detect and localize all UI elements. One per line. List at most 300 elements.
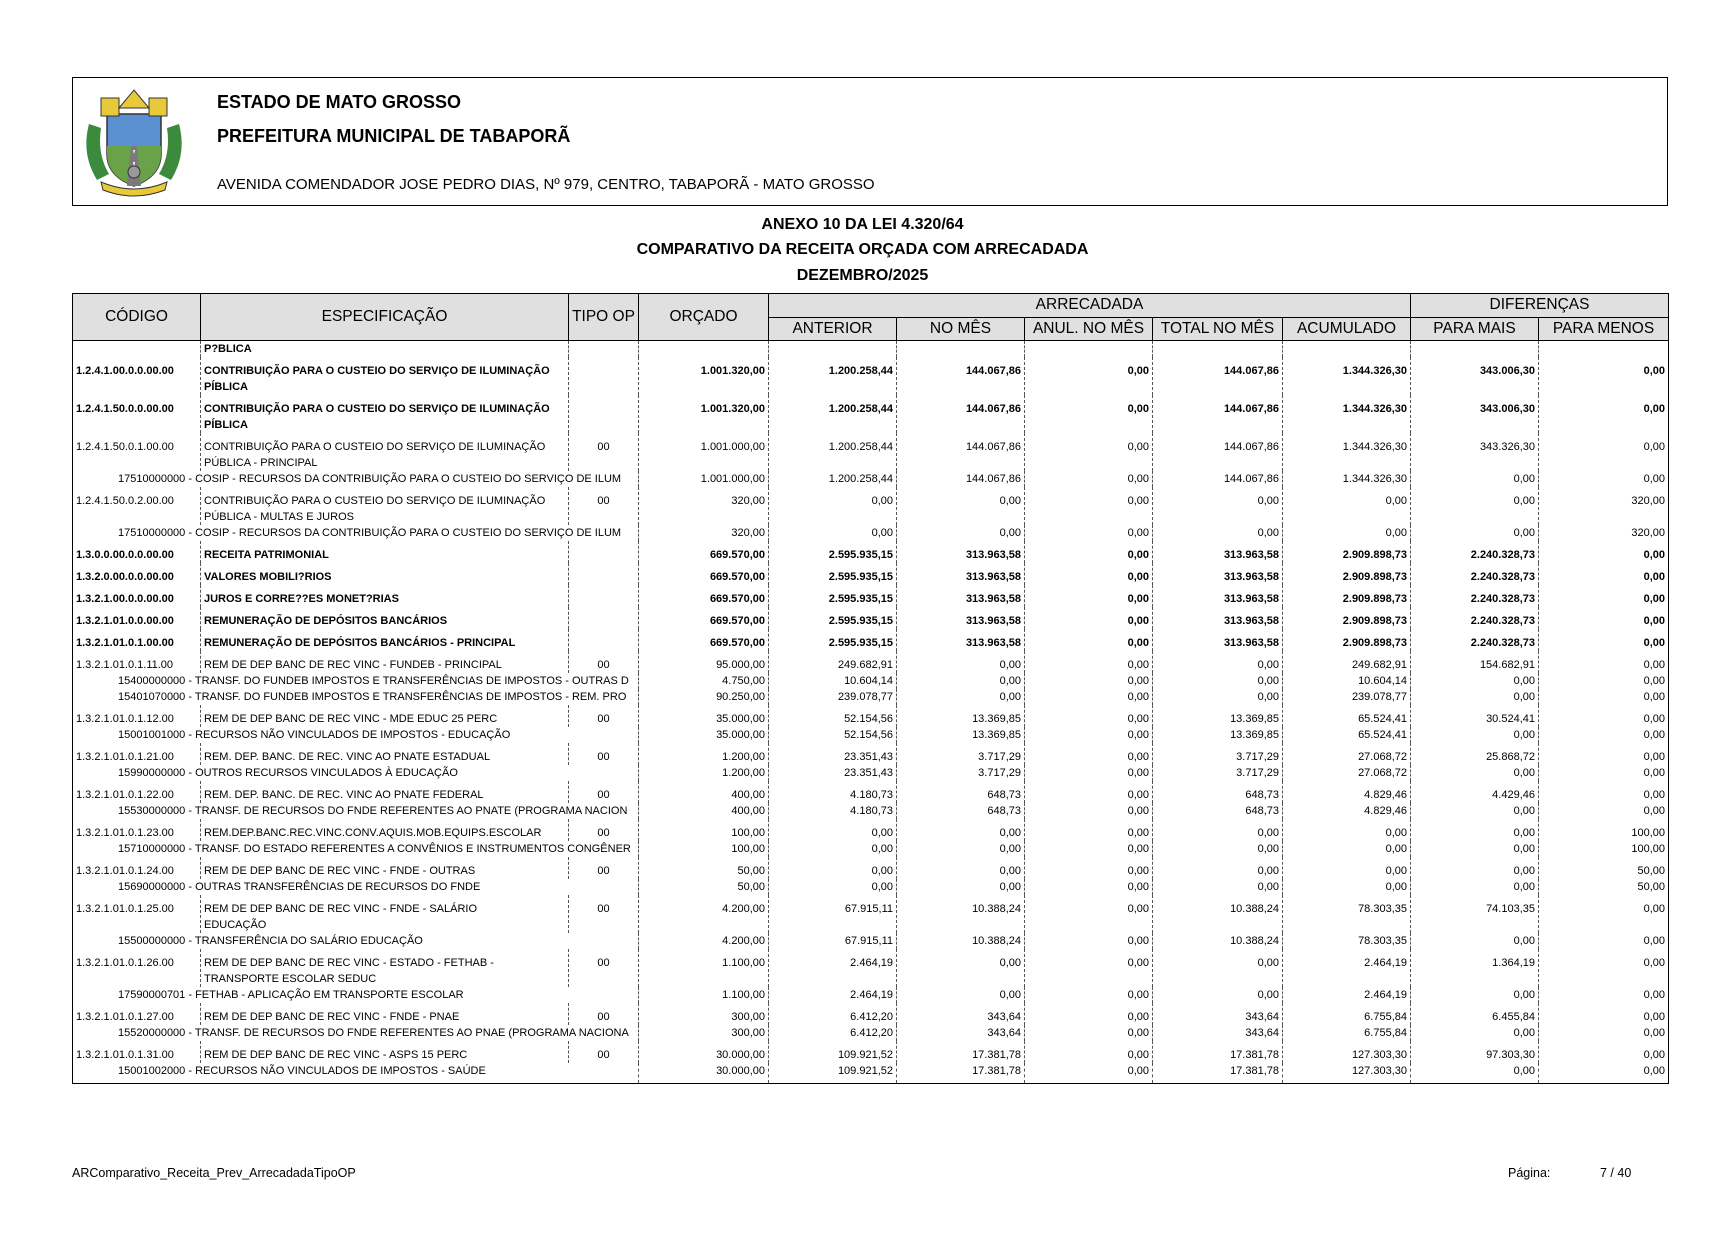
cell-value: 0,00	[1025, 629, 1153, 651]
cell-tipo-op: 00	[569, 781, 639, 803]
description-line: RECEITA PATRIMONIAL	[204, 549, 329, 561]
description-line: CONTRIBUIÇÃO PARA O CUSTEIO DO SERVIÇO DE ILUMINAÇÃO	[204, 441, 546, 453]
revenue-row	[73, 857, 1669, 879]
revenue-comparison-table	[72, 293, 1669, 1084]
state-name: ESTADO DE MATO GROSSO	[217, 92, 462, 112]
cell-value: 0,00	[1539, 673, 1669, 689]
cell-value: 0,00	[1283, 525, 1411, 541]
funding-source-row	[73, 765, 1669, 781]
description-line-2: TRANSPORTE ESCOLAR SEDUC	[204, 973, 377, 985]
cell-value: 669.570,00	[639, 607, 769, 629]
cell-value: 100,00	[639, 841, 769, 857]
cell-value: 13.369,85	[897, 705, 1025, 727]
cell-value: 0,00	[769, 487, 897, 525]
cell-value: 313.963,58	[1153, 563, 1283, 585]
cell-codigo: 1.3.2.1.01.0.0.00.00	[73, 607, 201, 629]
cell-value: 0,00	[1411, 525, 1539, 541]
cell-value: 0,00	[1025, 585, 1153, 607]
revenue-row	[73, 819, 1669, 841]
cell-value: 0,00	[1411, 841, 1539, 857]
revenue-row	[73, 781, 1669, 803]
cell-value: 2.595.935,15	[769, 585, 897, 607]
cell-codigo: 1.3.2.1.01.0.1.24.00	[73, 857, 201, 879]
funding-source-row	[73, 933, 1669, 949]
cell-value: 4.429,46	[1411, 781, 1539, 803]
cell-value: 109.921,52	[769, 1041, 897, 1063]
cell-value: 10.388,24	[1153, 895, 1283, 933]
description-line: REM DE DEP BANC DE REC VINC - FNDE - SALÁRIO	[204, 903, 478, 915]
cell-value: 0,00	[1025, 819, 1153, 841]
cell-value: 1.001.320,00	[639, 357, 769, 395]
cell-value: 1.100,00	[639, 987, 769, 1003]
cell-value: 0,00	[1025, 563, 1153, 585]
funding-source-row	[73, 689, 1669, 705]
cell-tipo-op: 00	[569, 705, 639, 727]
cell-value: 3.717,29	[897, 743, 1025, 765]
cell-value: 0,00	[1025, 471, 1153, 487]
description-line-2: PÍBLICA	[204, 419, 248, 431]
cell-codigo: 1.3.2.1.01.0.1.00.00	[73, 629, 201, 651]
cell-value: 0,00	[1283, 857, 1411, 879]
cell-value: 4.829,46	[1283, 803, 1411, 819]
cell-value: 2.909.898,73	[1283, 563, 1411, 585]
cell-funding-source	[73, 727, 639, 743]
cell-value: 6.755,84	[1283, 1025, 1411, 1041]
cell-funding-source	[73, 987, 639, 1003]
cell-tipo-op: 00	[569, 1041, 639, 1063]
col-anterior: ANTERIOR	[769, 317, 897, 341]
revenue-row	[73, 743, 1669, 765]
cell-value: 0,00	[1539, 987, 1669, 1003]
cell-funding-source	[73, 841, 639, 857]
cell-value: 0,00	[1025, 607, 1153, 629]
cell-especificacao	[201, 541, 569, 563]
cell-value: 0,00	[1411, 1063, 1539, 1084]
cell-value: 52.154,56	[769, 727, 897, 743]
description-line: REMUNERAÇÃO DE DEPÓSITOS BANCÁRIOS - PRINCIPAL	[204, 637, 516, 649]
cell-value: 27.068,72	[1283, 765, 1411, 781]
revenue-row	[73, 1041, 1669, 1063]
cell-codigo: 1.3.2.1.01.0.1.25.00	[73, 895, 201, 933]
report-header	[72, 77, 1668, 206]
cell-value: 0,00	[1025, 487, 1153, 525]
cell-value: 239.078,77	[769, 689, 897, 705]
funding-source-text: 15001002000 - RECURSOS NÃO VINCULADOS DE IMPOSTOS - SAÚDE	[118, 1065, 486, 1077]
cell-value: 320,00	[1539, 525, 1669, 541]
col-acumulado: ACUMULADO	[1283, 317, 1411, 341]
cell-funding-source	[73, 525, 639, 541]
cell-value: 0,00	[1283, 879, 1411, 895]
municipal-coat-of-arms-logo	[79, 84, 189, 198]
cell-value: 10.604,14	[769, 673, 897, 689]
cell-value: 320,00	[639, 525, 769, 541]
footer-page-number: 7 / 40	[1600, 1166, 1632, 1180]
cell-value: 400,00	[639, 781, 769, 803]
cell-tipo-op	[569, 541, 639, 563]
cell-especificacao	[201, 1041, 569, 1063]
cell-value: 0,00	[1539, 471, 1669, 487]
cell-value: 0,00	[1539, 933, 1669, 949]
cell-especificacao	[201, 563, 569, 585]
address: AVENIDA COMENDADOR JOSE PEDRO DIAS, Nº 979, CENTRO, TABAPORÃ - MATO GROSSO	[217, 176, 875, 193]
cell-value: 320,00	[1539, 487, 1669, 525]
cell-tipo-op: 00	[569, 819, 639, 841]
funding-source-text: 15520000000 - TRANSF. DE RECURSOS DO FNDE REFERENTES AO PNAE (PROGRAMA NACIONA	[118, 1027, 629, 1039]
funding-source-text: 15500000000 - TRANSFERÊNCIA DO SALÁRIO EDUCAÇÃO	[118, 935, 423, 947]
cell-value: 343.326,30	[1411, 433, 1539, 471]
cell-especificacao	[201, 487, 569, 525]
cell-value: 30.000,00	[639, 1041, 769, 1063]
revenue-row	[73, 705, 1669, 727]
funding-source-text: 15990000000 - OUTROS RECURSOS VINCULADOS À EDUCAÇÃO	[118, 767, 458, 779]
cell-value: 1.200.258,44	[769, 471, 897, 487]
municipality-name: PREFEITURA MUNICIPAL DE TABAPORÃ	[217, 126, 571, 146]
cell-tipo-op: 00	[569, 651, 639, 673]
cell-value: 30.524,41	[1411, 705, 1539, 727]
revenue-row	[73, 651, 1669, 673]
cell-value: 97.303,30	[1411, 1041, 1539, 1063]
cell-value: 17.381,78	[1153, 1041, 1283, 1063]
cell-value: 0,00	[1153, 949, 1283, 987]
revenue-row	[73, 341, 1669, 358]
cell-value: 2.909.898,73	[1283, 585, 1411, 607]
cell-especificacao	[201, 651, 569, 673]
cell-value: 2.240.328,73	[1411, 629, 1539, 651]
description-line: CONTRIBUIÇÃO PARA O CUSTEIO DO SERVIÇO DE ILUMINAÇÃO	[204, 495, 546, 507]
cell-value: 2.240.328,73	[1411, 541, 1539, 563]
col-no-mes: NO MÊS	[897, 317, 1025, 341]
cell-value: 0,00	[1025, 949, 1153, 987]
cell-value: 1.344.326,30	[1283, 357, 1411, 395]
cell-value: 0,00	[1025, 689, 1153, 705]
cell-value: 6.412,20	[769, 1003, 897, 1025]
cell-value: 78.303,35	[1283, 895, 1411, 933]
cell-value: 4.829,46	[1283, 781, 1411, 803]
cell-value: 0,00	[897, 987, 1025, 1003]
cell-tipo-op	[569, 357, 639, 395]
cell-value: 343.006,30	[1411, 357, 1539, 395]
cell-value: 10.388,24	[897, 895, 1025, 933]
funding-source-text: 17510000000 - COSIP - RECURSOS DA CONTRIBUIÇÃO PARA O CUSTEIO DO SERVIÇO DE ILUM	[118, 527, 622, 539]
cell-value: 313.963,58	[897, 541, 1025, 563]
cell-value: 0,00	[1539, 563, 1669, 585]
cell-funding-source	[73, 1063, 639, 1084]
cell-value: 0,00	[769, 525, 897, 541]
cell-especificacao	[201, 607, 569, 629]
cell-value: 0,00	[1025, 727, 1153, 743]
cell-value: 0,00	[1153, 525, 1283, 541]
cell-value: 2.464,19	[1283, 949, 1411, 987]
cell-value: 0,00	[897, 949, 1025, 987]
revenue-row	[73, 629, 1669, 651]
funding-source-text: 15710000000 - TRANSF. DO ESTADO REFERENTES A CONVÊNIOS E INSTRUMENTOS CONGÊNER	[118, 843, 631, 855]
revenue-row	[73, 395, 1669, 433]
funding-source-text: 15400000000 - TRANSF. DO FUNDEB IMPOSTOS E TRANSFERÊNCIAS DE IMPOSTOS - OUTRAS D	[118, 675, 629, 687]
cell-value: 0,00	[1153, 987, 1283, 1003]
cell-tipo-op	[569, 629, 639, 651]
cell-value: 1.200.258,44	[769, 433, 897, 471]
cell-value: 0,00	[1025, 1003, 1153, 1025]
cell-value: 1.001.000,00	[639, 471, 769, 487]
description-line: JUROS E CORRE??ES MONET?RIAS	[204, 593, 399, 605]
cell-tipo-op: 00	[569, 487, 639, 525]
cell-value: 0,00	[897, 857, 1025, 879]
cell-value: 4.200,00	[639, 895, 769, 933]
description-line: REM DE DEP BANC DE REC VINC - ASPS 15 PERC	[204, 1049, 468, 1061]
col-para-mais: PARA MAIS	[1411, 317, 1539, 341]
cell-value: 1.200.258,44	[769, 357, 897, 395]
cell-value: 0,00	[1411, 803, 1539, 819]
cell-especificacao	[201, 857, 569, 879]
cell-especificacao	[201, 819, 569, 841]
cell-value: 0,00	[1411, 879, 1539, 895]
col-especificacao: ESPECIFICAÇÃO	[201, 294, 569, 341]
cell-tipo-op: 00	[569, 743, 639, 765]
report-subtitle: COMPARATIVO DA RECEITA ORÇADA COM ARRECADADA	[636, 241, 1089, 258]
cell-codigo: 1.3.2.0.00.0.0.00.00	[73, 563, 201, 585]
cell-value: 17.381,78	[897, 1041, 1025, 1063]
description-line-2: PÍBLICA	[204, 381, 248, 393]
cell-value: 0,00	[1539, 1003, 1669, 1025]
cell-especificacao	[201, 1003, 569, 1025]
cell-value: 0,00	[1025, 433, 1153, 471]
cell-value: 0,00	[1411, 819, 1539, 841]
footer-report-name: ARComparativo_Receita_Prev_ArrecadadaTipoOP	[72, 1166, 356, 1180]
funding-source-text: 15530000000 - TRANSF. DE RECURSOS DO FNDE REFERENTES AO PNATE (PROGRAMA NACION	[118, 805, 628, 817]
col-group-arrecadada: ARRECADADA	[769, 294, 1411, 318]
cell-tipo-op: 00	[569, 433, 639, 471]
cell-value: 0,00	[1025, 541, 1153, 563]
cell-empty	[1283, 341, 1411, 358]
cell-tipo-op	[569, 395, 639, 433]
cell-value: 0,00	[1153, 651, 1283, 673]
cell-value: 2.464,19	[769, 987, 897, 1003]
cell-value: 0,00	[1539, 541, 1669, 563]
cell-value: 0,00	[1411, 857, 1539, 879]
cell-value: 1.200.258,44	[769, 395, 897, 433]
revenue-row	[73, 563, 1669, 585]
cell-codigo: 1.2.4.1.50.0.0.00.00	[73, 395, 201, 433]
cell-codigo: 1.2.4.1.50.0.2.00.00	[73, 487, 201, 525]
col-group-diferencas: DIFERENÇAS	[1411, 294, 1669, 318]
description-line: REM. DEP. BANC. DE REC. VINC AO PNATE ESTADUAL	[204, 751, 491, 763]
cell-value: 13.369,85	[1153, 727, 1283, 743]
cell-value: 669.570,00	[639, 541, 769, 563]
cell-value: 0,00	[897, 841, 1025, 857]
cell-value: 0,00	[769, 819, 897, 841]
funding-source-row	[73, 803, 1669, 819]
cell-value: 6.755,84	[1283, 1003, 1411, 1025]
cell-value: 0,00	[1539, 1041, 1669, 1063]
cell-value: 648,73	[897, 781, 1025, 803]
cell-value: 0,00	[897, 689, 1025, 705]
cell-especificacao	[201, 357, 569, 395]
description-line: REM DE DEP BANC DE REC VINC - FUNDEB - PRINCIPAL	[204, 659, 502, 671]
cell-value: 52.154,56	[769, 705, 897, 727]
cell-value: 10.388,24	[897, 933, 1025, 949]
cell-especificacao	[201, 629, 569, 651]
cell-value: 2.595.935,15	[769, 563, 897, 585]
cell-value: 1.344.326,30	[1283, 471, 1411, 487]
cell-value: 0,00	[1025, 765, 1153, 781]
cell-value: 0,00	[1025, 803, 1153, 819]
cell-value: 0,00	[769, 841, 897, 857]
funding-source-row	[73, 673, 1669, 689]
description-line: REM.DEP.BANC.REC.VINC.CONV.AQUIS.MOB.EQUIPS.ESCOLAR	[204, 827, 542, 839]
cell-value: 127.303,30	[1283, 1063, 1411, 1084]
cell-value: 0,00	[1025, 525, 1153, 541]
cell-tipo-op: 00	[569, 1003, 639, 1025]
cell-value: 2.240.328,73	[1411, 563, 1539, 585]
cell-value: 343,64	[897, 1003, 1025, 1025]
cell-value: 0,00	[1025, 705, 1153, 727]
cell-value: 0,00	[1539, 1063, 1669, 1084]
cell-empty	[1153, 341, 1283, 358]
description-line: REM DE DEP BANC DE REC VINC - FNDE - OUTRAS	[204, 865, 476, 877]
cell-empty	[639, 341, 769, 358]
cell-value: 50,00	[639, 879, 769, 895]
revenue-row	[73, 487, 1669, 525]
cell-value: 127.303,30	[1283, 1041, 1411, 1063]
cell-value: 50,00	[1539, 857, 1669, 879]
cell-value: 313.963,58	[897, 607, 1025, 629]
cell-value: 0,00	[1539, 781, 1669, 803]
cell-especificacao	[201, 781, 569, 803]
cell-value: 343.006,30	[1411, 395, 1539, 433]
cell-value: 0,00	[1539, 895, 1669, 933]
cell-value: 144.067,86	[897, 357, 1025, 395]
cell-value: 0,00	[897, 487, 1025, 525]
description-line-2: PÚBLICA - MULTAS E JUROS	[204, 511, 354, 523]
cell-value: 78.303,35	[1283, 933, 1411, 949]
cell-value: 0,00	[1539, 585, 1669, 607]
cell-value: 2.595.935,15	[769, 629, 897, 651]
cell-value: 300,00	[639, 1003, 769, 1025]
revenue-row	[73, 541, 1669, 563]
cell-value: 0,00	[1539, 705, 1669, 727]
cell-value: 3.717,29	[1153, 743, 1283, 765]
cell-value: 0,00	[1411, 471, 1539, 487]
cell-value: 0,00	[1025, 743, 1153, 765]
cell-value: 2.240.328,73	[1411, 585, 1539, 607]
cell-value: 109.921,52	[769, 1063, 897, 1084]
cell-empty	[769, 341, 897, 358]
cell-value: 144.067,86	[1153, 357, 1283, 395]
cell-value: 0,00	[1283, 841, 1411, 857]
funding-source-row	[73, 841, 1669, 857]
cell-value: 0,00	[1153, 879, 1283, 895]
cell-codigo: 1.3.2.1.01.0.1.23.00	[73, 819, 201, 841]
cell-value: 343,64	[1153, 1025, 1283, 1041]
cell-value: 10.388,24	[1153, 933, 1283, 949]
cell-value: 0,00	[897, 879, 1025, 895]
cell-value: 669.570,00	[639, 629, 769, 651]
cell-empty	[1025, 341, 1153, 358]
cell-value: 239.078,77	[1283, 689, 1411, 705]
cell-value: 313.963,58	[1153, 629, 1283, 651]
funding-source-text: 17510000000 - COSIP - RECURSOS DA CONTRIBUIÇÃO PARA O CUSTEIO DO SERVIÇO DE ILUM	[118, 473, 622, 485]
cell-value: 3.717,29	[897, 765, 1025, 781]
cell-value: 144.067,86	[897, 471, 1025, 487]
cell-value: 320,00	[639, 487, 769, 525]
cell-value: 0,00	[1539, 803, 1669, 819]
cell-value: 0,00	[1539, 629, 1669, 651]
funding-source-text: 17590000701 - FETHAB - APLICAÇÃO EM TRANSPORTE ESCOLAR	[118, 989, 464, 1001]
cell-value: 65.524,41	[1283, 727, 1411, 743]
cell-funding-source	[73, 471, 639, 487]
cell-value: 648,73	[897, 803, 1025, 819]
cell-value: 65.524,41	[1283, 705, 1411, 727]
cell-value: 100,00	[1539, 841, 1669, 857]
cell-value: 2.464,19	[1283, 987, 1411, 1003]
cell-value: 0,00	[1411, 673, 1539, 689]
cell-value: 0,00	[769, 879, 897, 895]
cell-value: 67.915,11	[769, 895, 897, 933]
cell-value: 144.067,86	[1153, 433, 1283, 471]
funding-source-text: 15001001000 - RECURSOS NÃO VINCULADOS DE IMPOSTOS - EDUCAÇÃO	[118, 729, 511, 741]
funding-source-row	[73, 987, 1669, 1003]
cell-funding-source	[73, 933, 639, 949]
cell-value: 100,00	[1539, 819, 1669, 841]
cell-funding-source	[73, 765, 639, 781]
cell-value: 0,00	[1539, 727, 1669, 743]
cell-value: 1.364,19	[1411, 949, 1539, 987]
cell-value: 0,00	[1283, 487, 1411, 525]
cell-value: 0,00	[1539, 743, 1669, 765]
cell-especificacao	[201, 895, 569, 933]
cell-value: 144.067,86	[1153, 471, 1283, 487]
cell-funding-source	[73, 803, 639, 819]
col-total-no-mes: TOTAL NO MÊS	[1153, 317, 1283, 341]
cell-value: 0,00	[1411, 933, 1539, 949]
col-orcado: ORÇADO	[639, 294, 769, 341]
cell-value: 0,00	[1153, 819, 1283, 841]
description-line-2: EDUCAÇÃO	[204, 919, 267, 931]
description-line: REM DE DEP BANC DE REC VINC - FNDE - PNAE	[204, 1011, 460, 1023]
cell-value: 10.604,14	[1283, 673, 1411, 689]
cell-value: 313.963,58	[1153, 607, 1283, 629]
cell-value: 0,00	[1539, 1025, 1669, 1041]
cell-value: 0,00	[1411, 1025, 1539, 1041]
cell-value: 144.067,86	[897, 433, 1025, 471]
cell-value: 0,00	[1025, 895, 1153, 933]
cell-value: 300,00	[639, 1025, 769, 1041]
revenue-row	[73, 895, 1669, 933]
cell-value: 1.200,00	[639, 765, 769, 781]
funding-source-row	[73, 1063, 1669, 1084]
cell-value: 0,00	[1283, 819, 1411, 841]
cell-value: 154.682,91	[1411, 651, 1539, 673]
revenue-row	[73, 949, 1669, 987]
description-line: VALORES MOBILI?RIOS	[204, 571, 332, 583]
cell-value: 0,00	[1025, 1063, 1153, 1084]
cell-value: 144.067,86	[1153, 395, 1283, 433]
cell-value: 0,00	[1025, 879, 1153, 895]
cell-value: 249.682,91	[1283, 651, 1411, 673]
cell-value: 67.915,11	[769, 933, 897, 949]
cell-value: 1.344.326,30	[1283, 395, 1411, 433]
cell-value: 0,00	[1025, 651, 1153, 673]
cell-value: 17.381,78	[897, 1063, 1025, 1084]
cell-funding-source	[73, 1025, 639, 1041]
cell-value: 0,00	[1025, 781, 1153, 803]
cell-empty	[897, 341, 1025, 358]
col-tipo-op: TIPO OP	[569, 294, 639, 341]
cell-value: 669.570,00	[639, 585, 769, 607]
funding-source-row	[73, 879, 1669, 895]
description-line: REM DE DEP BANC DE REC VINC - ESTADO - FETHAB -	[204, 957, 494, 969]
cell-tipo-op	[569, 585, 639, 607]
